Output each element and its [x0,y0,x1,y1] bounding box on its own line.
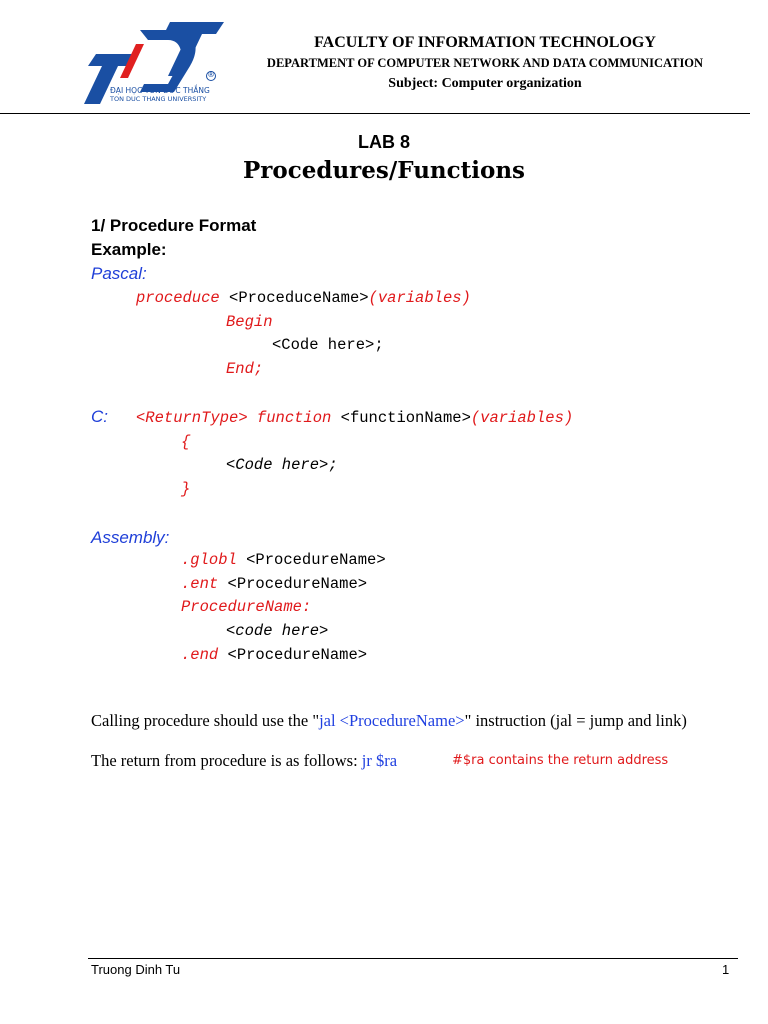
section-heading: 1/ Procedure Format [91,216,257,235]
page-number: 1 [722,962,730,977]
pascal-keyword: proceduce [136,289,220,307]
header-divider [0,113,750,114]
pascal-code-text: <Code here>; [272,336,384,354]
footer-divider [88,958,738,959]
calling-note-post: " instruction (jal = jump and link) [464,711,687,730]
return-note [91,751,397,771]
pascal-label: Pascal: [91,264,147,283]
return-comment: #$ra contains the return address [452,753,669,768]
calling-note [91,711,687,731]
assembly-label: Assembly: [91,528,170,547]
pascal-line-1 [136,289,471,307]
registered-mark: ® [207,70,215,79]
pascal-end: End; [226,360,264,378]
asm-line-globl [181,551,386,569]
c-code-semicolon: ; [328,456,338,474]
c-function-keyword: function [247,409,332,427]
asm-end-name: <ProcedureName> [218,646,368,664]
asm-ent-directive: .ent [181,575,219,593]
c-open-brace: { [181,433,191,451]
asm-line-end [181,646,367,664]
calling-note-pre: Calling procedure should use the " [91,711,320,730]
asm-globl-name: <ProcedureName> [236,551,386,569]
c-line-1 [136,409,573,427]
page-title: Procedures/Functions [242,157,526,184]
logo-caption-vietnamese: ĐẠI HỌC TÔN ĐỨC THẮNG [110,86,210,95]
pascal-variables: (variables) [368,289,471,307]
c-variables: (variables) [470,409,574,427]
footer-author: Truong Dinh Tu [91,962,181,977]
asm-ent-name: <ProcedureName> [218,575,368,593]
faculty-name: FACULTY OF INFORMATION TECHNOLOGY [314,34,656,51]
c-label: C: [91,407,108,426]
asm-code: <code here> [226,622,329,640]
return-note-pre: The return from procedure is as follows: [91,751,362,770]
asm-procedure-label: ProcedureName: [181,598,312,616]
logo-caption-english: TON DUC THANG UNIVERSITY [110,95,207,103]
lab-number: LAB 8 [357,132,410,152]
return-instruction: jr $ra [361,751,398,770]
asm-line-ent [181,575,367,593]
subject-line: Subject: Computer organization [388,76,582,91]
pascal-begin: Begin [226,313,273,331]
c-code-text: <Code here> [226,456,329,474]
c-code [226,456,338,474]
pascal-proc-name: <ProceduceName> [219,289,369,307]
c-function-name: <functionName> [331,409,471,427]
asm-globl-directive: .globl [181,551,237,569]
university-logo [78,20,228,106]
calling-instruction: jal <ProcedureName> [319,711,465,730]
department-name: DEPARTMENT OF COMPUTER NETWORK AND DATA COMMUNICATION [266,56,704,70]
c-close-brace: } [181,480,191,498]
asm-end-directive: .end [181,646,219,664]
pascal-code [272,336,384,354]
example-label: Example: [91,240,167,259]
c-return-type: <ReturnType> [136,409,248,427]
